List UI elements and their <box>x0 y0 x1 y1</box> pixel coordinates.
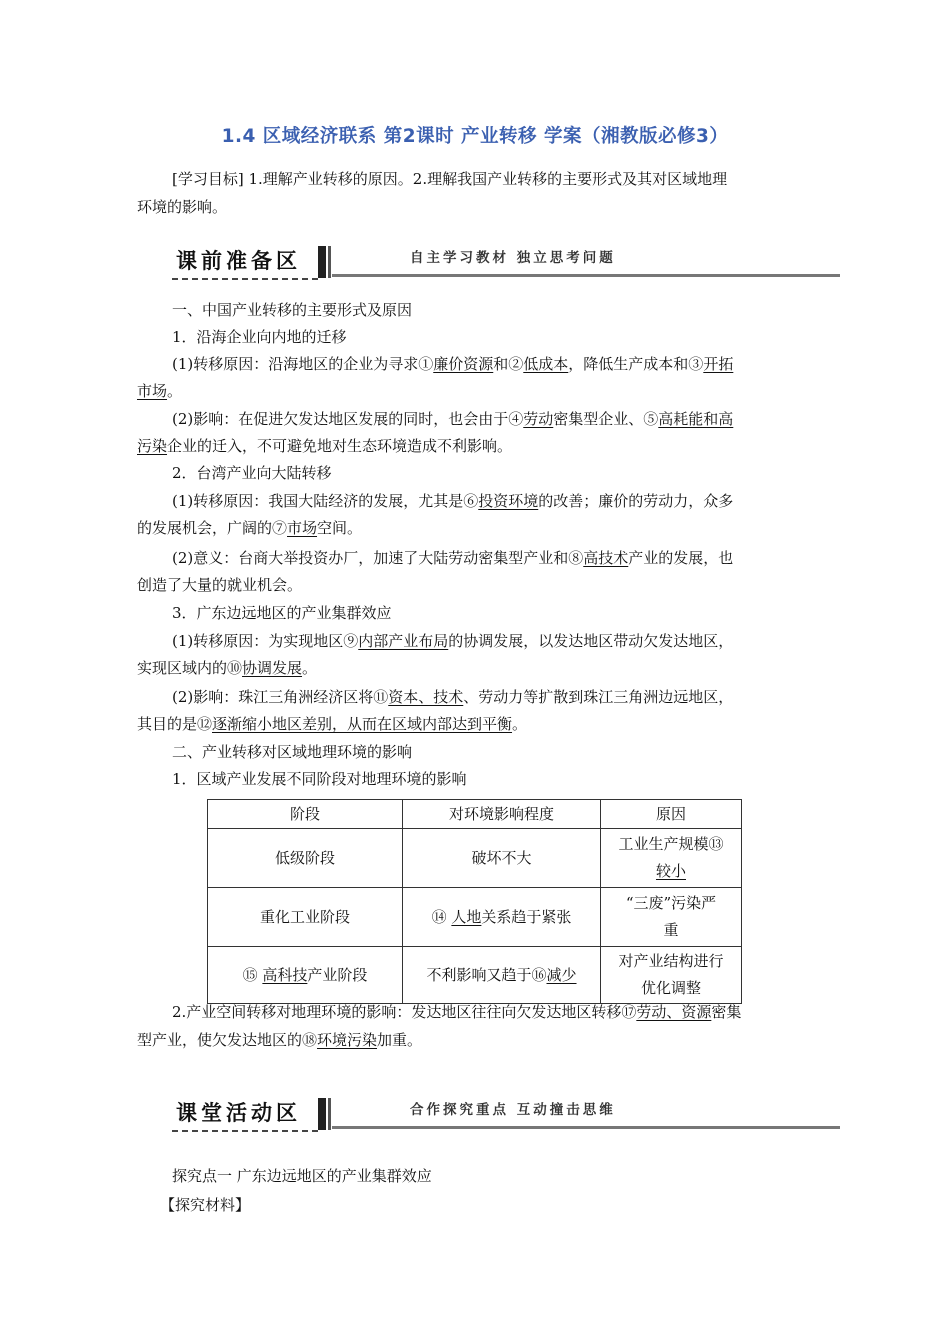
paragraph-line: 2.产业空间转移对地理环境的影响：发达地区往往向欠发达地区转移⑰劳动、资源密集 <box>172 1003 742 1021</box>
table-row <box>208 888 742 947</box>
paragraph-line: 污染企业的迁入，不可避免地对生态环境造成不利影响。 <box>137 437 513 455</box>
section2-heading: 二、产业转移对区域地理环境的影响 <box>172 743 413 761</box>
table-cell: 工业生产规模⑬ 较小 <box>601 829 742 888</box>
answer-blank: 廉价资源 <box>433 355 494 373</box>
paragraph-line: 创造了大量的就业机会。 <box>137 576 303 594</box>
table-header-row <box>208 800 742 829</box>
banner-subtitle: 合作探究重点 互动撞击思维 <box>410 1102 616 1118</box>
paragraph-line: (1)转移原因：为实现地区⑨内部产业布局的协调发展，以发达地区带动欠发达地区， <box>172 632 734 650</box>
learning-objectives-line1: [学习目标] 1.理解产业转移的原因。2.理解我国产业转移的主要形式及其对区域地理 <box>172 170 728 188</box>
table-row <box>208 947 742 1004</box>
answer-blank: 逐渐缩小地区差别，从而在区域内部达到平衡 <box>212 715 513 733</box>
banner-bar-thin <box>328 246 331 278</box>
answer-blank: 高耗能和高 <box>658 410 734 428</box>
answer-blank: 人地 <box>451 907 482 926</box>
banner-bar <box>318 1098 326 1130</box>
paragraph-line: (2)影响：在促进欠发达地区发展的同时，也会由于④劳动密集型企业、⑤高耗能和高 <box>172 410 734 428</box>
paragraph-line: (1)转移原因：沿海地区的企业为寻求①廉价资源和②低成本，降低生产成本和③开拓 <box>172 355 734 373</box>
table-header-cell: 原因 <box>601 800 742 829</box>
banner-label: 课堂活动区 <box>172 1096 318 1132</box>
subheading-2: 2．台湾产业向大陆转移 <box>172 464 332 482</box>
table-header-cell: 对环境影响程度 <box>403 800 601 829</box>
answer-blank: 协调发展 <box>242 659 303 677</box>
paragraph-line: (2)影响：珠江三角洲经济区将⑪资本、技术、劳动力等扩散到珠江三角洲边远地区， <box>172 688 734 706</box>
paragraph-line: (1)转移原因：我国大陆经济的发展，尤其是⑥投资环境的改善；廉价的劳动力，众多 <box>172 492 734 510</box>
table-cell: 低级阶段 <box>208 829 403 888</box>
table-cell: 对产业结构进行 优化调整 <box>601 947 742 1004</box>
answer-blank: 劳动、资源 <box>636 1003 712 1021</box>
answer-blank: 投资环境 <box>478 492 539 510</box>
section-banner-preclass <box>172 244 840 286</box>
paragraph-line: 的发展机会，广阔的⑦市场空间。 <box>137 519 363 537</box>
banner-rule <box>332 1126 840 1129</box>
learning-objectives-line2: 环境的影响。 <box>137 198 228 216</box>
table-header-cell: 阶段 <box>208 800 403 829</box>
inquiry-material-label: 【探究材料】 <box>160 1196 251 1214</box>
paragraph-line: (2)意义：台商大举投资办厂，加速了大陆劳动密集型产业和⑧高技术产业的发展，也 <box>172 549 734 567</box>
table-row <box>208 829 742 888</box>
banner-rule <box>332 274 840 277</box>
paragraph-line: 型产业，使欠发达地区的⑱环境污染加重。 <box>137 1031 423 1049</box>
paragraph-line: 实现区域内的⑩协调发展。 <box>137 659 318 677</box>
subheading-s2-1: 1．区域产业发展不同阶段对地理环境的影响 <box>172 770 467 788</box>
table-cell: 破坏不大 <box>403 829 601 888</box>
subheading-1: 1．沿海企业向内地的迁移 <box>172 328 347 346</box>
answer-blank: 资本、技术 <box>388 688 464 706</box>
section-banner-inclass <box>172 1096 840 1138</box>
answer-blank: 污染 <box>137 437 168 455</box>
answer-blank: 环境污染 <box>317 1031 378 1049</box>
answer-blank: 市场 <box>287 519 318 537</box>
table-cell: “三废”污染严 重 <box>601 888 742 947</box>
answer-blank: 高科技 <box>262 965 308 984</box>
banner-bar-thin <box>328 1098 331 1130</box>
table-cell: ⑭ 人地关系趋于紧张 <box>403 888 601 947</box>
table-cell: 不利影响又趋于⑯减少 <box>403 947 601 1004</box>
document-title: 1.4 区域经济联系 第2课时 产业转移 学案（湘教版必修3） <box>221 126 729 147</box>
answer-blank: 市场 <box>137 382 168 400</box>
answer-blank: 劳动 <box>523 410 554 428</box>
stage-impact-table <box>207 799 742 1004</box>
subheading-3: 3．广东边远地区的产业集群效应 <box>172 604 392 622</box>
answer-blank: 较小 <box>655 862 686 880</box>
banner-label: 课前准备区 <box>172 244 318 280</box>
paragraph-line: 其目的是⑫逐渐缩小地区差别，从而在区域内部达到平衡。 <box>137 715 528 733</box>
inquiry-point-heading: 探究点一 广东边远地区的产业集群效应 <box>172 1167 432 1185</box>
paragraph-line: 市场。 <box>137 382 183 400</box>
answer-blank: 减少 <box>546 965 577 984</box>
answer-blank: 开拓 <box>703 355 734 373</box>
answer-blank: 低成本 <box>523 355 569 373</box>
banner-subtitle: 自主学习教材 独立思考问题 <box>410 250 616 266</box>
banner-bar <box>318 246 326 278</box>
answer-blank: 高技术 <box>583 549 629 567</box>
answer-blank: 内部产业布局 <box>358 632 449 650</box>
table-cell: 重化工业阶段 <box>208 888 403 947</box>
table-cell: ⑮ 高科技产业阶段 <box>208 947 403 1004</box>
section1-heading: 一、中国产业转移的主要形式及原因 <box>172 301 413 319</box>
